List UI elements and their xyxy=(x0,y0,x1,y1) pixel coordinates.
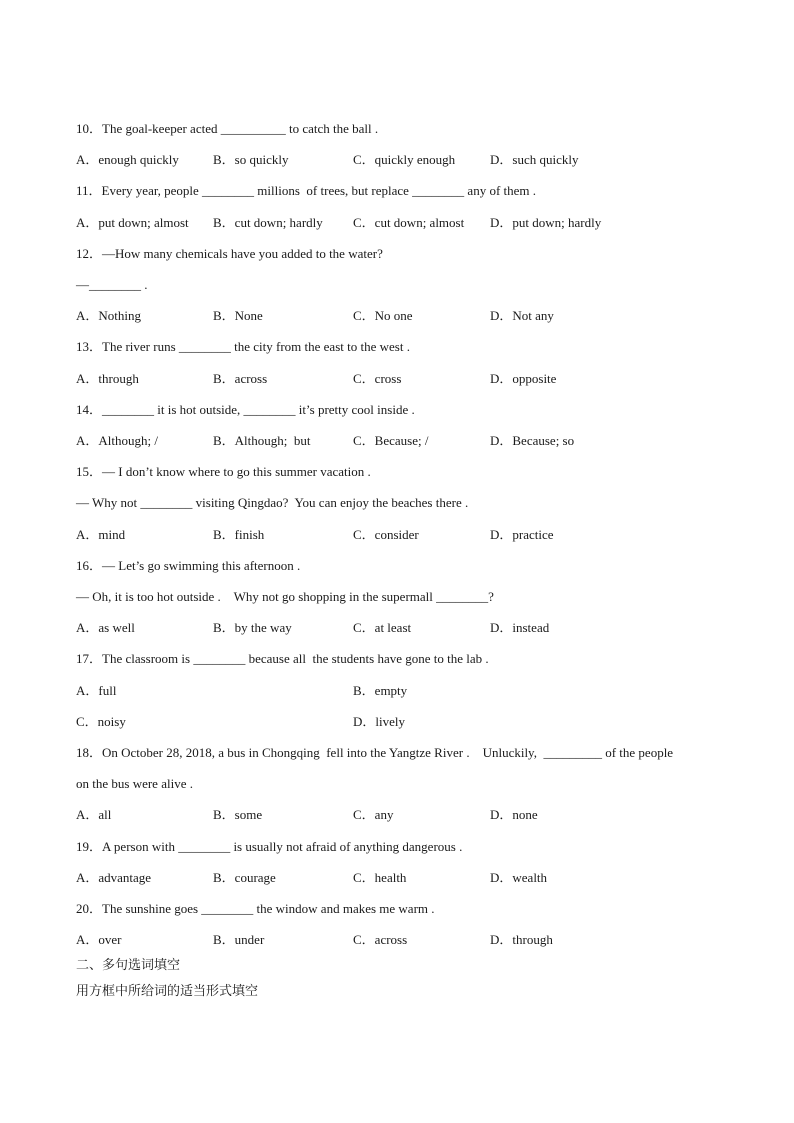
option-b[interactable]: B．finish xyxy=(213,527,265,542)
option-a[interactable]: A．all xyxy=(76,807,112,822)
option-d[interactable]: D．lively xyxy=(353,714,405,729)
option-c[interactable]: C．any xyxy=(353,807,394,822)
question-stem-continued: — Why not ________ visiting Qingdao? You can enjoy the beaches there . xyxy=(76,495,469,510)
question-stem: 13．The river runs ________ the city from the east to the west . xyxy=(76,339,410,354)
option-b[interactable]: B．across xyxy=(213,371,268,386)
option-a[interactable]: A．over xyxy=(76,932,122,947)
answer-options xyxy=(76,431,736,451)
question-stem: 14．________ it is hot outside, ________ it’s pretty cool inside . xyxy=(76,402,415,417)
option-d[interactable]: D．put down; hardly xyxy=(490,215,602,230)
question-stem: 20．The sunshine goes ________ the window and makes me warm . xyxy=(76,901,435,916)
option-b[interactable]: B．under xyxy=(213,932,265,947)
option-d[interactable]: D．practice xyxy=(490,527,554,542)
option-b[interactable]: B．None xyxy=(213,308,263,323)
answer-options xyxy=(76,712,736,732)
option-c[interactable]: C．across xyxy=(353,932,408,947)
question-stem: 12．—How many chemicals have you added to the water? xyxy=(76,246,383,261)
answer-options xyxy=(76,306,736,326)
answer-options xyxy=(76,525,736,545)
option-c[interactable]: C．at least xyxy=(353,620,412,635)
option-c[interactable]: C．consider xyxy=(353,527,419,542)
answer-options xyxy=(76,805,736,825)
option-c[interactable]: C．cut down; almost xyxy=(353,215,465,230)
option-d[interactable]: D．none xyxy=(490,807,538,822)
answer-options xyxy=(76,618,736,638)
option-a[interactable]: A．Nothing xyxy=(76,308,142,323)
option-b[interactable]: B．courage xyxy=(213,870,276,885)
option-b[interactable]: B．empty xyxy=(353,683,408,698)
option-d[interactable]: D．Because; so xyxy=(490,433,575,448)
answer-options xyxy=(76,213,736,233)
answer-options xyxy=(76,681,736,701)
answer-options xyxy=(76,930,736,950)
option-a[interactable]: A．advantage xyxy=(76,870,152,885)
option-d[interactable]: D．opposite xyxy=(490,371,557,386)
question-stem: 10．The goal-keeper acted __________ to catch the ball . xyxy=(76,121,379,136)
question-stem: 15．— I don’t know where to go this summer vacation . xyxy=(76,464,371,479)
answer-options xyxy=(76,868,736,888)
option-b[interactable]: B．cut down; hardly xyxy=(213,215,323,230)
question-stem-continued: on the bus were alive . xyxy=(76,776,193,791)
option-c[interactable]: C．cross xyxy=(353,371,402,386)
option-a[interactable]: A．mind xyxy=(76,527,126,542)
option-a[interactable]: A．full xyxy=(76,683,117,698)
option-d[interactable]: D．Not any xyxy=(490,308,554,323)
question-stem: 17．The classroom is ________ because all the students have gone to the lab . xyxy=(76,651,489,666)
option-b[interactable]: B．so quickly xyxy=(213,152,289,167)
option-d[interactable]: D．wealth xyxy=(490,870,548,885)
option-a[interactable]: A．through xyxy=(76,371,139,386)
question-stem: 18．On October 28, 2018, a bus in Chongqing fell into the Yangtze River . Unluckily, _________ of the people xyxy=(76,745,674,760)
question-stem-continued: — Oh, it is too hot outside . Why not go shopping in the supermall ________? xyxy=(76,589,494,604)
option-d[interactable]: D．instead xyxy=(490,620,550,635)
option-c[interactable]: C．quickly enough xyxy=(353,152,456,167)
question-stem-continued: —________ . xyxy=(76,277,148,292)
option-d[interactable]: D．such quickly xyxy=(490,152,579,167)
option-c[interactable]: C．health xyxy=(353,870,407,885)
option-c[interactable]: C．noisy xyxy=(76,714,126,729)
option-a[interactable]: A．Although; / xyxy=(76,433,158,448)
option-b[interactable]: B．some xyxy=(213,807,263,822)
option-a[interactable]: A．as well xyxy=(76,620,135,635)
section-instruction: 用方框中所给词的适当形式填空 xyxy=(76,984,259,999)
question-stem: 11．Every year, people ________ millions of trees, but replace ________ any of them . xyxy=(76,183,537,198)
option-c[interactable]: C．No one xyxy=(353,308,413,323)
option-d[interactable]: D．through xyxy=(490,932,553,947)
option-b[interactable]: B．Although; but xyxy=(213,433,311,448)
option-c[interactable]: C．Because; / xyxy=(353,433,429,448)
answer-options xyxy=(76,150,736,170)
question-stem: 19．A person with ________ is usually not afraid of anything dangerous . xyxy=(76,839,463,854)
option-a[interactable]: A．enough quickly xyxy=(76,152,179,167)
question-stem: 16．— Let’s go swimming this afternoon . xyxy=(76,558,301,573)
answer-options xyxy=(76,369,736,389)
option-b[interactable]: B．by the way xyxy=(213,620,292,635)
section-heading: 二、多句选词填空 xyxy=(76,958,181,973)
option-a[interactable]: A．put down; almost xyxy=(76,215,189,230)
